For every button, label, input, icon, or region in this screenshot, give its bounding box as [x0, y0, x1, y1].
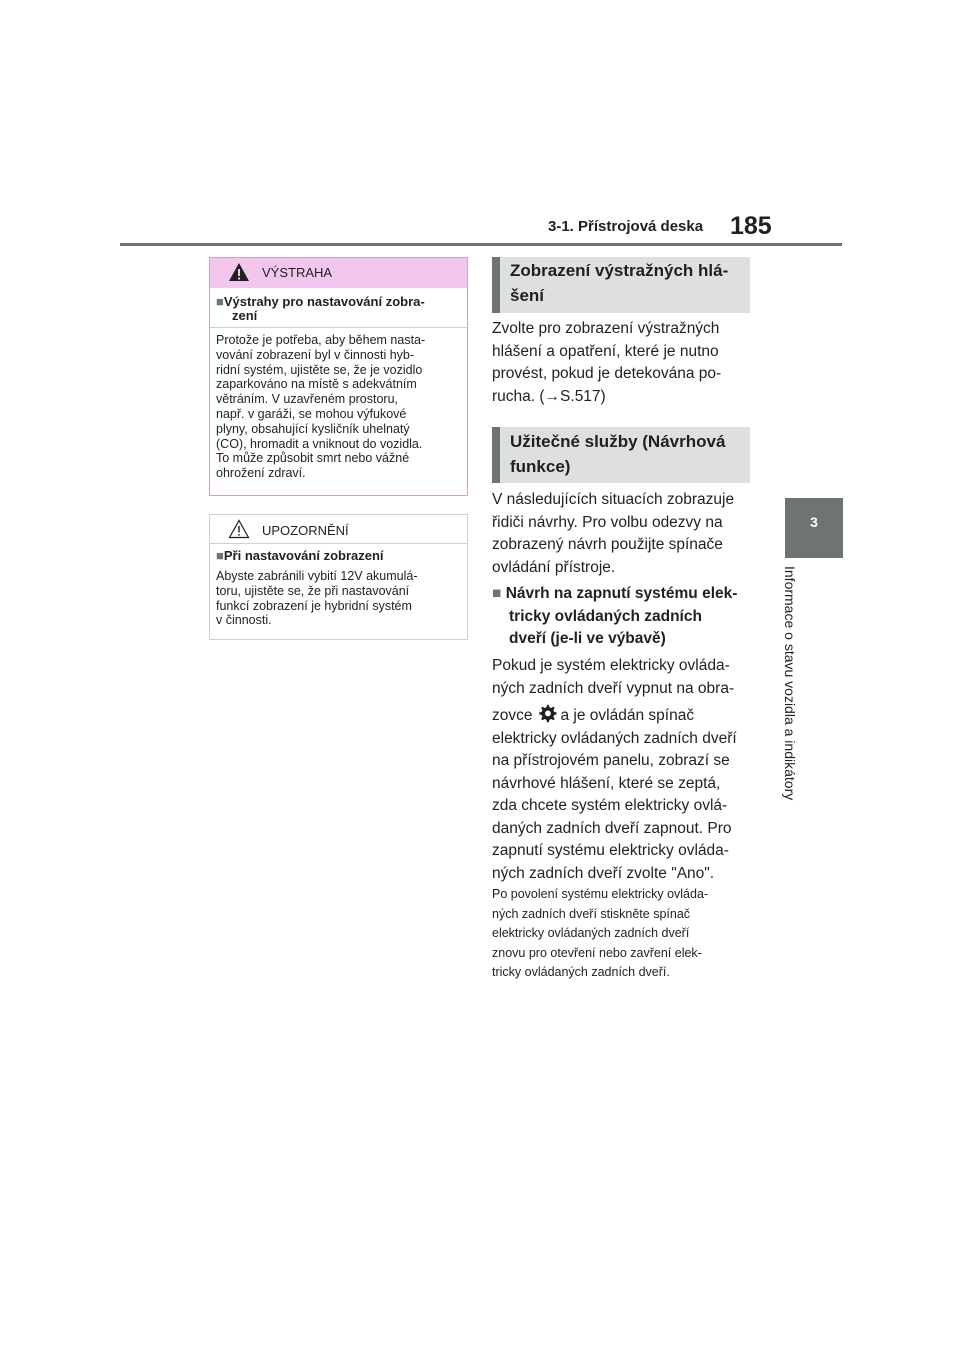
chapter-number: 3: [810, 514, 818, 530]
warning-body: Protože je potřeba, aby během nasta- vování zobrazení byl v činnosti hyb- ridní systém, ujistěte se, že je vozidlo zaparkováno na místě s adekvátním větráním. V uzavřeném prostoru, např. v garáži, se mohou výfukové plyny, obsahující kysličník uhelnatý (CO), hromadit a vniknout do vozidla. To může způsobit smrt nebo vážné ohrožení zdraví.: [216, 333, 426, 481]
caution-title: UPOZORNĚNÍ: [262, 523, 349, 538]
section-title: 3-1. Přístrojová deska: [548, 218, 704, 235]
caution-divider-top: [210, 543, 467, 544]
bullet-square-icon: ■: [216, 294, 224, 309]
page-number: 185: [730, 212, 772, 240]
warning-divider: [210, 327, 467, 328]
warning-box: [209, 257, 468, 496]
header-divider: [120, 243, 842, 246]
section-heading-warnings: Zobrazení výstražných hlá- šení: [492, 257, 750, 313]
power-door-suggestion-body: Pokud je systém elektricky ovláda- ných zadních dveří vypnut na obra- zovce a je ovládán spínač elektricky ovládaných zadních dveří na přístrojovém panelu, zobrazí se návrhové hlášení, které se zeptá, zda chcete systém elektricky ovlá- daných zadních dveří zapnout. Pro zapnutí systému elektricky ovláda- ných zadních dveří zvolte "Ano".: [492, 657, 737, 882]
bullet-square-icon: ■: [216, 548, 224, 563]
chapter-tab: [785, 498, 843, 558]
power-door-suggestion-heading: ■ Návrh na zapnutí systému elek- tricky ovládaných zadních dveří (je-li ve výbavě): [492, 585, 738, 647]
gear-icon: [536, 703, 558, 725]
warning-triangle-icon: [228, 262, 250, 282]
warning-header: [210, 258, 467, 288]
caution-box: [209, 514, 468, 640]
section1-body: Zvolte pro zobrazení výstražných hlášení a opatření, které je nutno provést, pokud je detekována po- rucha. (→S.517): [492, 320, 722, 405]
chapter-title: Informace o stavu vozidla a indikátory: [782, 566, 798, 801]
warning-subheading: ■Výstrahy pro nastavování zobra- zení: [216, 294, 425, 323]
caution-body: Abyste zabránili vybití 12V akumulá- toru, ujistěte se, že při nastavování funkcí zobrazení je hybridní systém v činnosti.: [216, 569, 418, 628]
section-heading-services: Užitečné služby (Návrhová funkce): [492, 427, 750, 483]
warning-title: VÝSTRAHA: [262, 265, 333, 280]
bullet-square-icon: ■: [492, 585, 502, 602]
section2-intro: V následujících situacích zobrazuje řidiči návrhy. Pro volbu odezvy na zobrazený návrh použijte spínače ovládání přístroje.: [492, 491, 735, 576]
power-door-note: Po povolení systému elektricky ovláda- ných zadních dveří stiskněte spínač elektricky ovládaných zadních dveří znovu pro otevření nebo zavření elek- tricky ovládaných zadních dveří.: [492, 887, 709, 979]
caution-subheading: ■Při nastavování zobrazení: [216, 548, 384, 563]
chapter-title-wrap: [757, 566, 827, 826]
caution-triangle-icon: [228, 519, 250, 539]
